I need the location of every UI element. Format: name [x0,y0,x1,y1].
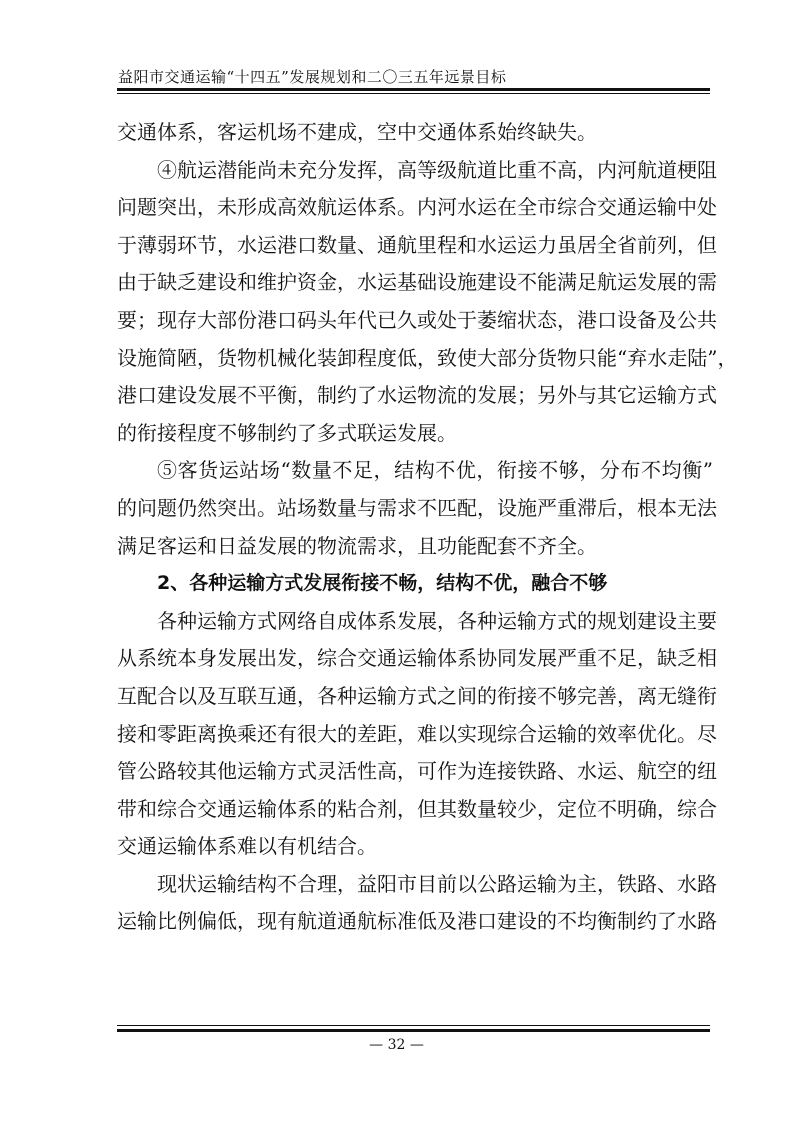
body-line: 于薄弱环节，水运港口数量、通航里程和水运运力虽居全省前列，但 [117,232,717,257]
body-line: 交通运输体系难以有机结合。 [117,834,377,859]
body-line: 带和综合交通运输体系的粘合剂，但其数量较少，定位不明确，综合 [117,796,717,821]
body-line: 设施简陋，货物机械化装卸程度低，致使大部分货物只能“弃水走陆”， [117,345,738,370]
body-line: 各种运输方式网络自成体系发展，各种运输方式的规划建设主要 [157,608,717,633]
body-line: 要；现存大部份港口码头年代已久或处于萎缩状态，港口设备及公共 [117,307,717,332]
body-line: 交通体系，客运机场不建成，空中交通体系始终缺失。 [117,120,597,144]
header-rule-thick [117,88,710,91]
page-number: — 32 — [369,1037,424,1053]
footer-rule-thick [117,1029,710,1032]
body-line: 现状运输结构不合理，益阳市目前以公路运输为主，铁路、水路 [157,871,717,896]
body-line: 的问题仍然突出。站场数量与需求不匹配，设施严重滞后，根本无法 [117,495,717,520]
body-line: 运输比例偏低，现有航道通航标准低及港口建设的不均衡制约了水路 [117,909,717,934]
body-line: 的衔接程度不够制约了多式联运发展。 [117,420,457,445]
body-line: 互配合以及互联互通，各种运输方式之间的衔接不够完善，离无缝衔 [117,683,717,708]
document-body [117,114,738,941]
section-heading: 2、各种运输方式发展衔接不畅，结构不优，融合不够 [157,572,608,595]
footer-rule-thin [117,1025,710,1026]
body-line: ④航运潜能尚未充分发挥，高等级航道比重不高，内河航道梗阻 [157,157,717,182]
body-line: 从系统本身发展出发，综合交通运输体系协同发展严重不足，缺乏相 [117,646,717,671]
body-line: 满足客运和日益发展的物流需求，且功能配套不齐全。 [117,533,597,558]
body-line: 由于缺乏建设和维护资金，水运基础设施建设不能满足航运发展的需 [117,270,717,295]
body-line: 接和零距离换乘还有很大的差距，难以实现综合运输的效率优化。尽 [117,721,717,746]
body-line: 港口建设发展不平衡，制约了水运物流的发展；另外与其它运输方式 [117,383,717,408]
header-rule-thin [117,93,710,94]
body-line: ⑤客货运站场“数量不足，结构不优，衔接不够，分布不均衡” [157,458,713,483]
body-line: 管公路较其他运输方式灵活性高，可作为连接铁路、水运、航空的纽 [117,759,717,784]
body-line: 问题突出，未形成高效航运体系。内河水运在全市综合交通运输中处 [117,195,717,220]
running-header-title: 益阳市交通运输“十四五”发展规划和二〇三五年远景目标 [118,68,507,86]
